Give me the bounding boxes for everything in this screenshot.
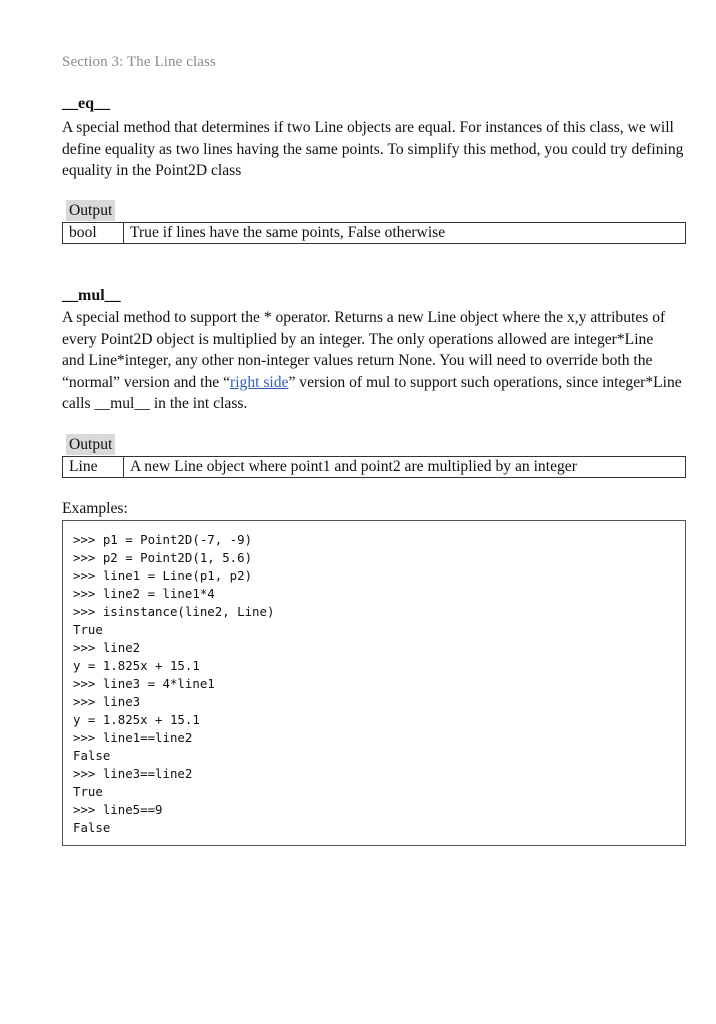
code-line: >>> line3 <box>73 694 141 709</box>
code-line: >>> p2 = Point2D(1, 5.6) <box>73 550 253 565</box>
eq-description-line: define equality as two lines having the same points. To simplify this method, you could try defining <box>62 140 684 158</box>
code-line: >>> line2 = line1*4 <box>73 586 215 601</box>
eq-description-line: A special method that determines if two Line objects are equal. For instances of this class, we will <box>62 119 674 136</box>
eq-description <box>62 117 686 182</box>
code-line: >>> line2 <box>73 640 141 655</box>
code-line: y = 1.825x + 15.1 <box>73 712 200 727</box>
eq-output-type: bool <box>63 223 124 244</box>
eq-method-title: __eq__ <box>62 95 110 112</box>
mul-description-line <box>62 372 686 394</box>
code-line: >>> line3==line2 <box>73 766 193 781</box>
code-line: >>> line5==9 <box>73 802 163 817</box>
eq-output-table <box>62 222 686 244</box>
examples-label: Examples: <box>62 500 128 517</box>
code-line: y = 1.825x + 15.1 <box>73 658 200 673</box>
code-line: >>> p1 = Point2D(-7, -9) <box>73 532 253 547</box>
table-row <box>63 457 686 478</box>
code-line: True <box>73 784 103 799</box>
mul-output-label: Output <box>66 434 115 455</box>
code-example-box <box>62 520 686 846</box>
eq-output-label: Output <box>66 200 115 221</box>
table-row <box>63 223 686 244</box>
mul-line4-after: ” version of mul to support such operations, since integer*Line <box>288 373 682 391</box>
mul-description <box>62 307 686 415</box>
mul-description-line: calls __mul__ in the int class. <box>62 395 248 412</box>
code-line: >>> line1==line2 <box>73 730 193 745</box>
eq-description-line: equality in the Point2D class <box>62 162 242 179</box>
mul-output-table <box>62 456 686 478</box>
mul-description-line: and Line*integer, any other non-integer values return None. You will need to override both the <box>62 352 653 369</box>
eq-output-description: True if lines have the same points, False otherwise <box>124 223 686 244</box>
mul-description-line: A special method to support the * operator. Returns a new Line object where the x,y attributes of <box>62 309 666 326</box>
code-line: >>> line1 = Line(p1, p2) <box>73 568 253 583</box>
code-line: True <box>73 622 103 637</box>
right-side-link[interactable]: right side <box>230 373 289 391</box>
code-line: False <box>73 748 111 763</box>
section-header: Section 3: The Line class <box>62 54 216 70</box>
mul-description-line: every Point2D object is multiplied by an integer. The only operations allowed are integer*Line <box>62 330 654 348</box>
code-line: >>> line3 = 4*line1 <box>73 676 215 691</box>
mul-output-description: A new Line object where point1 and point2 are multiplied by an integer <box>124 457 686 478</box>
code-line: >>> isinstance(line2, Line) <box>73 604 275 619</box>
mul-line4-before: “normal” version and the “ <box>62 373 230 391</box>
mul-method-title: __mul__ <box>62 287 121 304</box>
mul-output-type: Line <box>63 457 124 478</box>
code-line: False <box>73 820 111 835</box>
